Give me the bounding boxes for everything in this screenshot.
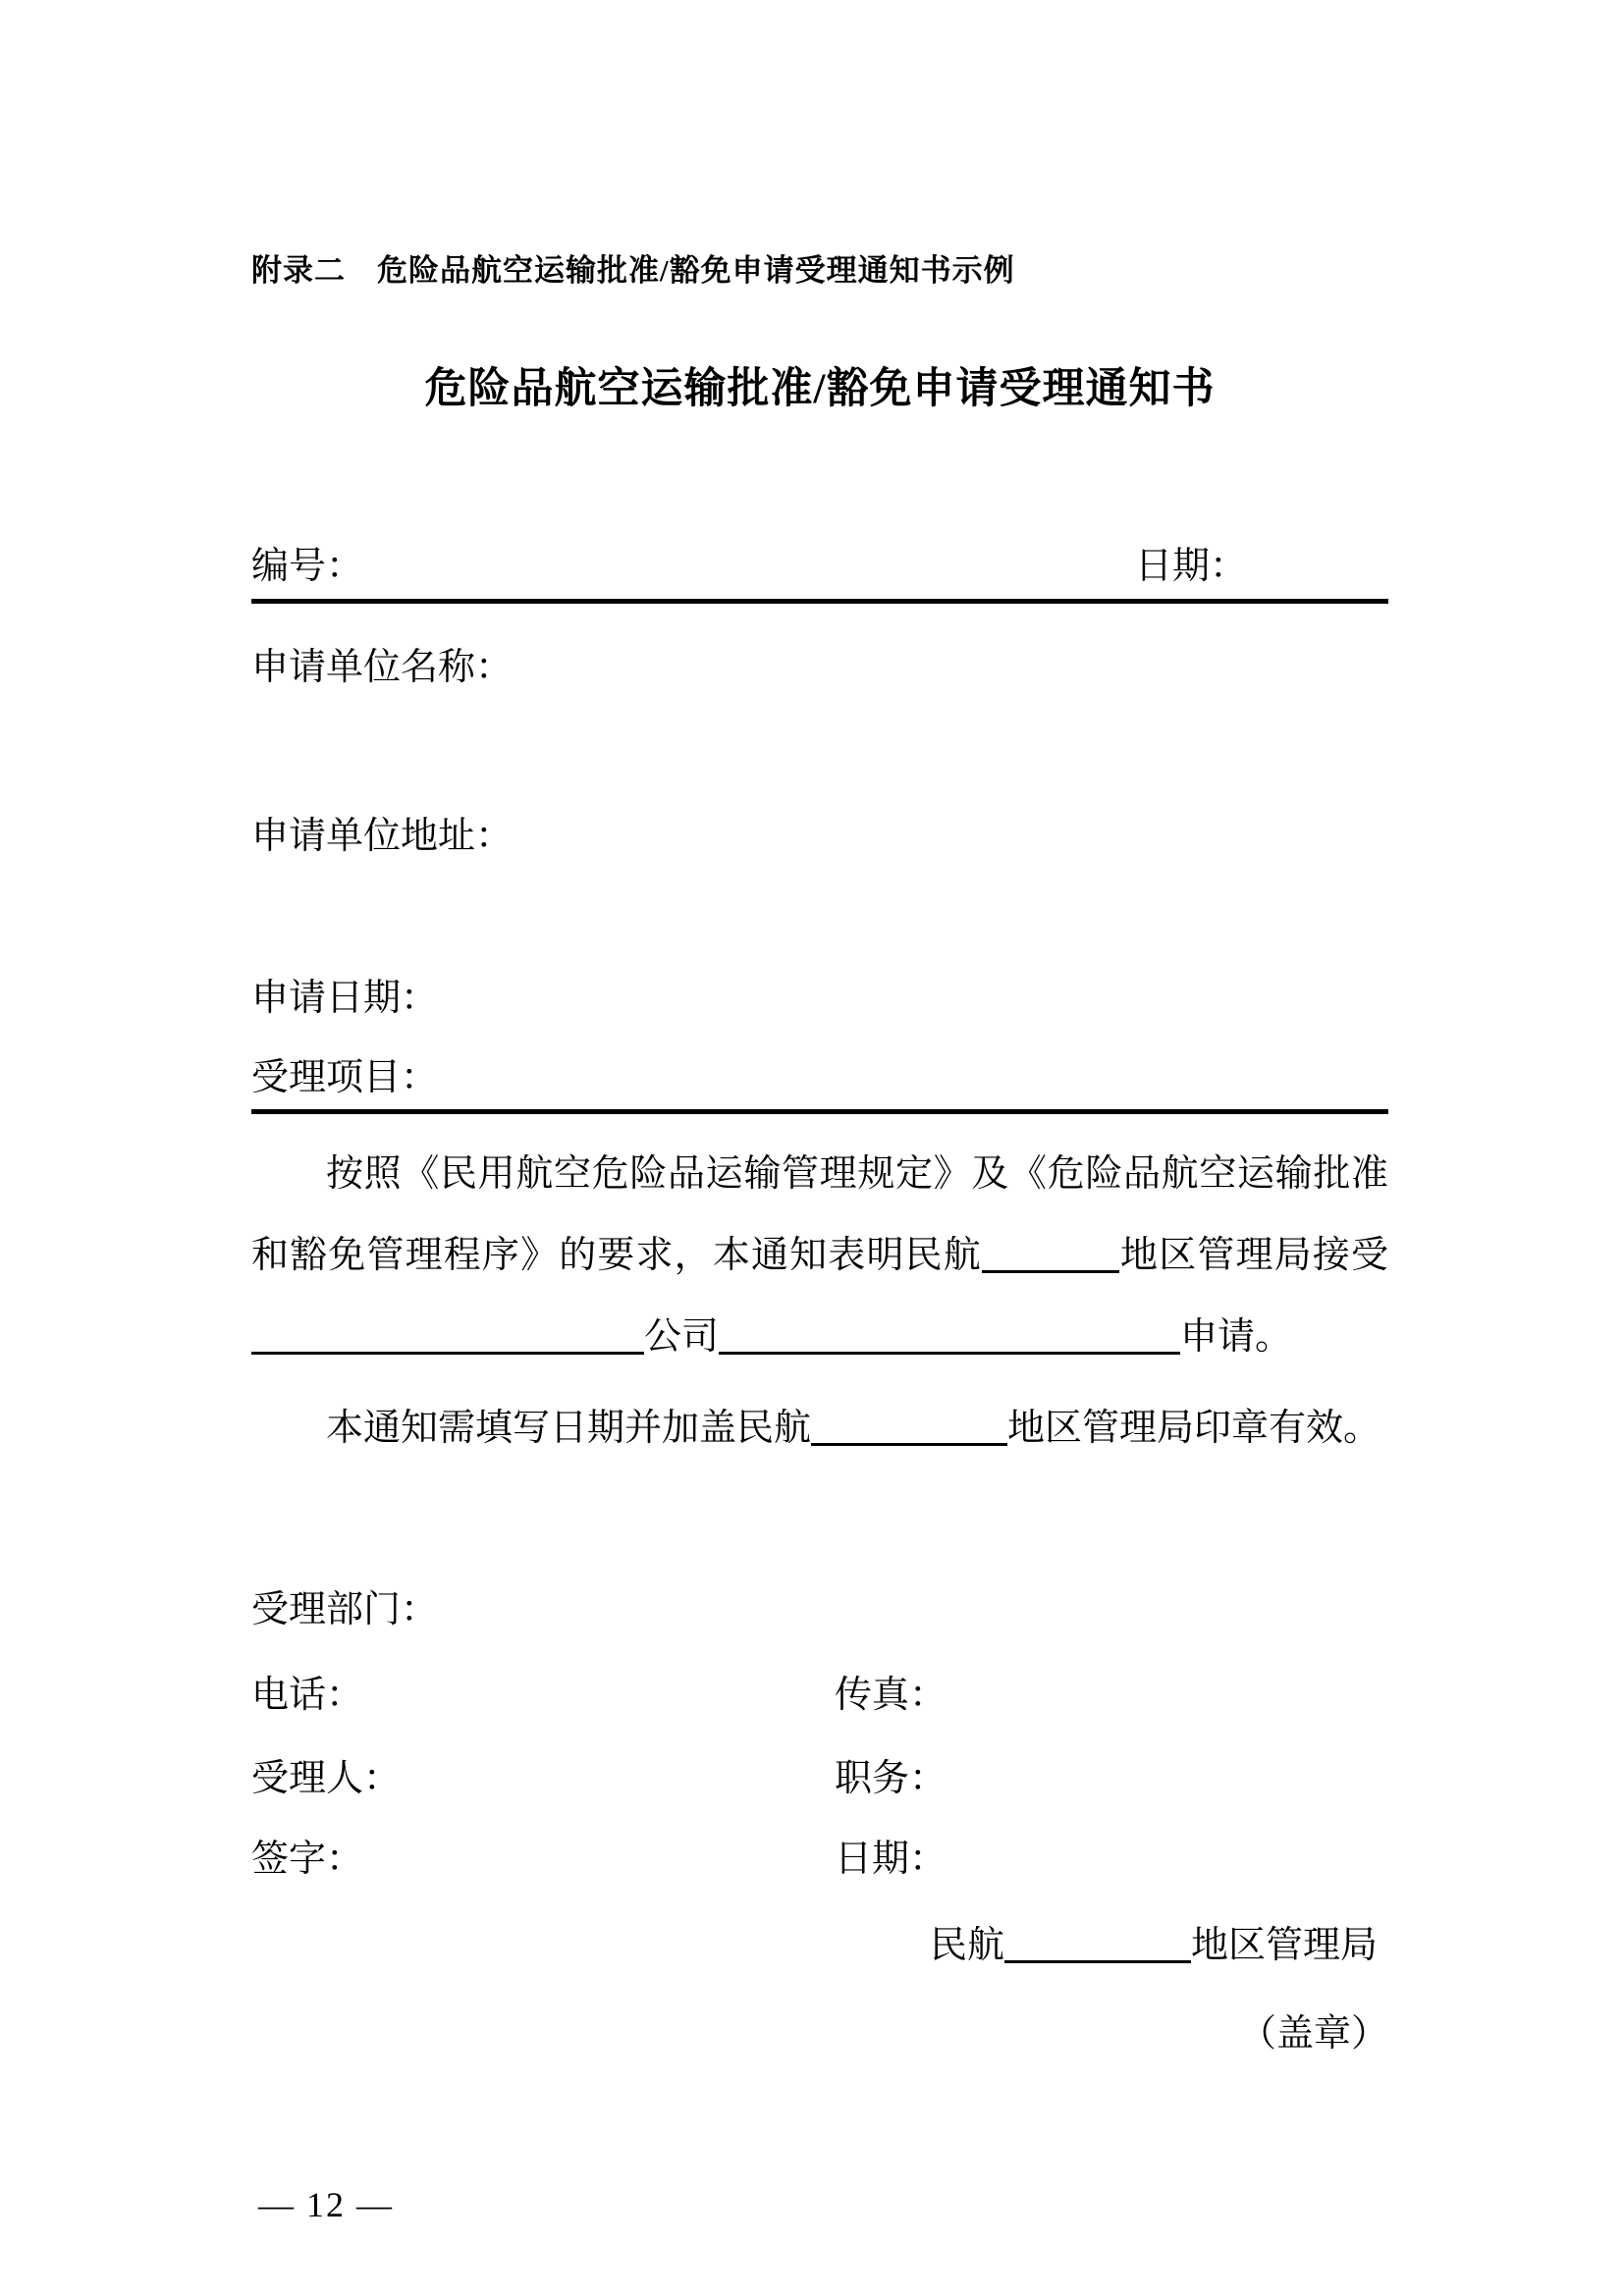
signature-date-row xyxy=(251,1828,1388,1882)
stamp-bureau-blank xyxy=(1004,1960,1191,1963)
middle-divider xyxy=(251,1109,1388,1114)
fax-label: 传真： xyxy=(835,1675,947,1716)
paragraph-1-text-4: 申请。 xyxy=(1180,1316,1293,1358)
applicant-name-label: 申请单位名称： xyxy=(251,647,514,688)
regional-bureau-blank-2 xyxy=(811,1443,1007,1446)
paragraph-1-text-2: 地区管理局接受 xyxy=(1118,1235,1388,1276)
body-paragraph-1 xyxy=(251,1134,1388,1378)
body-paragraph-2 xyxy=(251,1388,1388,1469)
page-number: — 12 — xyxy=(258,2185,394,2224)
stamp-suffix: 地区管理局 xyxy=(1191,1925,1379,1966)
paragraph-2-text-1: 本通知需填写日期并加盖民航 xyxy=(326,1408,812,1449)
stamp-prefix: 民航 xyxy=(930,1925,1005,1966)
document-title: 危险品航空运输批准/豁免申请受理通知书 xyxy=(424,366,1216,412)
handler-label: 受理人： xyxy=(251,1758,402,1799)
sign-date-label: 日期： xyxy=(835,1839,947,1880)
date-label: 日期： xyxy=(1135,546,1248,587)
top-divider xyxy=(251,599,1388,604)
request-content-blank xyxy=(719,1352,1180,1355)
number-date-row xyxy=(251,535,1388,589)
number-label: 编号： xyxy=(251,546,364,587)
department-row xyxy=(251,1578,1388,1632)
accepted-item-label: 受理项目： xyxy=(251,1057,439,1098)
body-text xyxy=(251,1134,1388,1469)
seal-label: （盖章） xyxy=(1238,2013,1388,2055)
paragraph-1-text-1: 按照《民用航空危险品运输管理规定》及《危险品航空运输批准和豁免管理程序》的要求，本通知表明民航 xyxy=(251,1153,1388,1276)
phone-label: 电话： xyxy=(251,1675,364,1716)
page-content xyxy=(251,0,1388,2296)
handler-position-row xyxy=(251,1747,1388,1801)
accepted-item-row xyxy=(251,1046,1388,1100)
phone-fax-row xyxy=(251,1664,1388,1718)
applicant-address-label: 申请单位地址： xyxy=(251,816,514,857)
company-name-blank xyxy=(251,1352,644,1355)
paragraph-1-text-3: 公司 xyxy=(644,1316,720,1358)
signature-label: 签字： xyxy=(251,1839,364,1880)
application-date-row xyxy=(251,967,1388,1021)
applicant-name-row xyxy=(251,636,1388,690)
paragraph-2-text-2: 地区管理局印章有效。 xyxy=(1007,1408,1381,1449)
application-date-label: 申请日期： xyxy=(251,978,439,1019)
appendix-header: 附录二 危险品航空运输批准/豁免申请受理通知书示例 xyxy=(251,253,1015,288)
department-label: 受理部门： xyxy=(251,1589,439,1630)
position-label: 职务： xyxy=(835,1758,947,1799)
regional-bureau-blank-1 xyxy=(982,1270,1119,1273)
applicant-address-row xyxy=(251,805,1388,859)
stamp-bureau-line xyxy=(930,1914,1378,1968)
